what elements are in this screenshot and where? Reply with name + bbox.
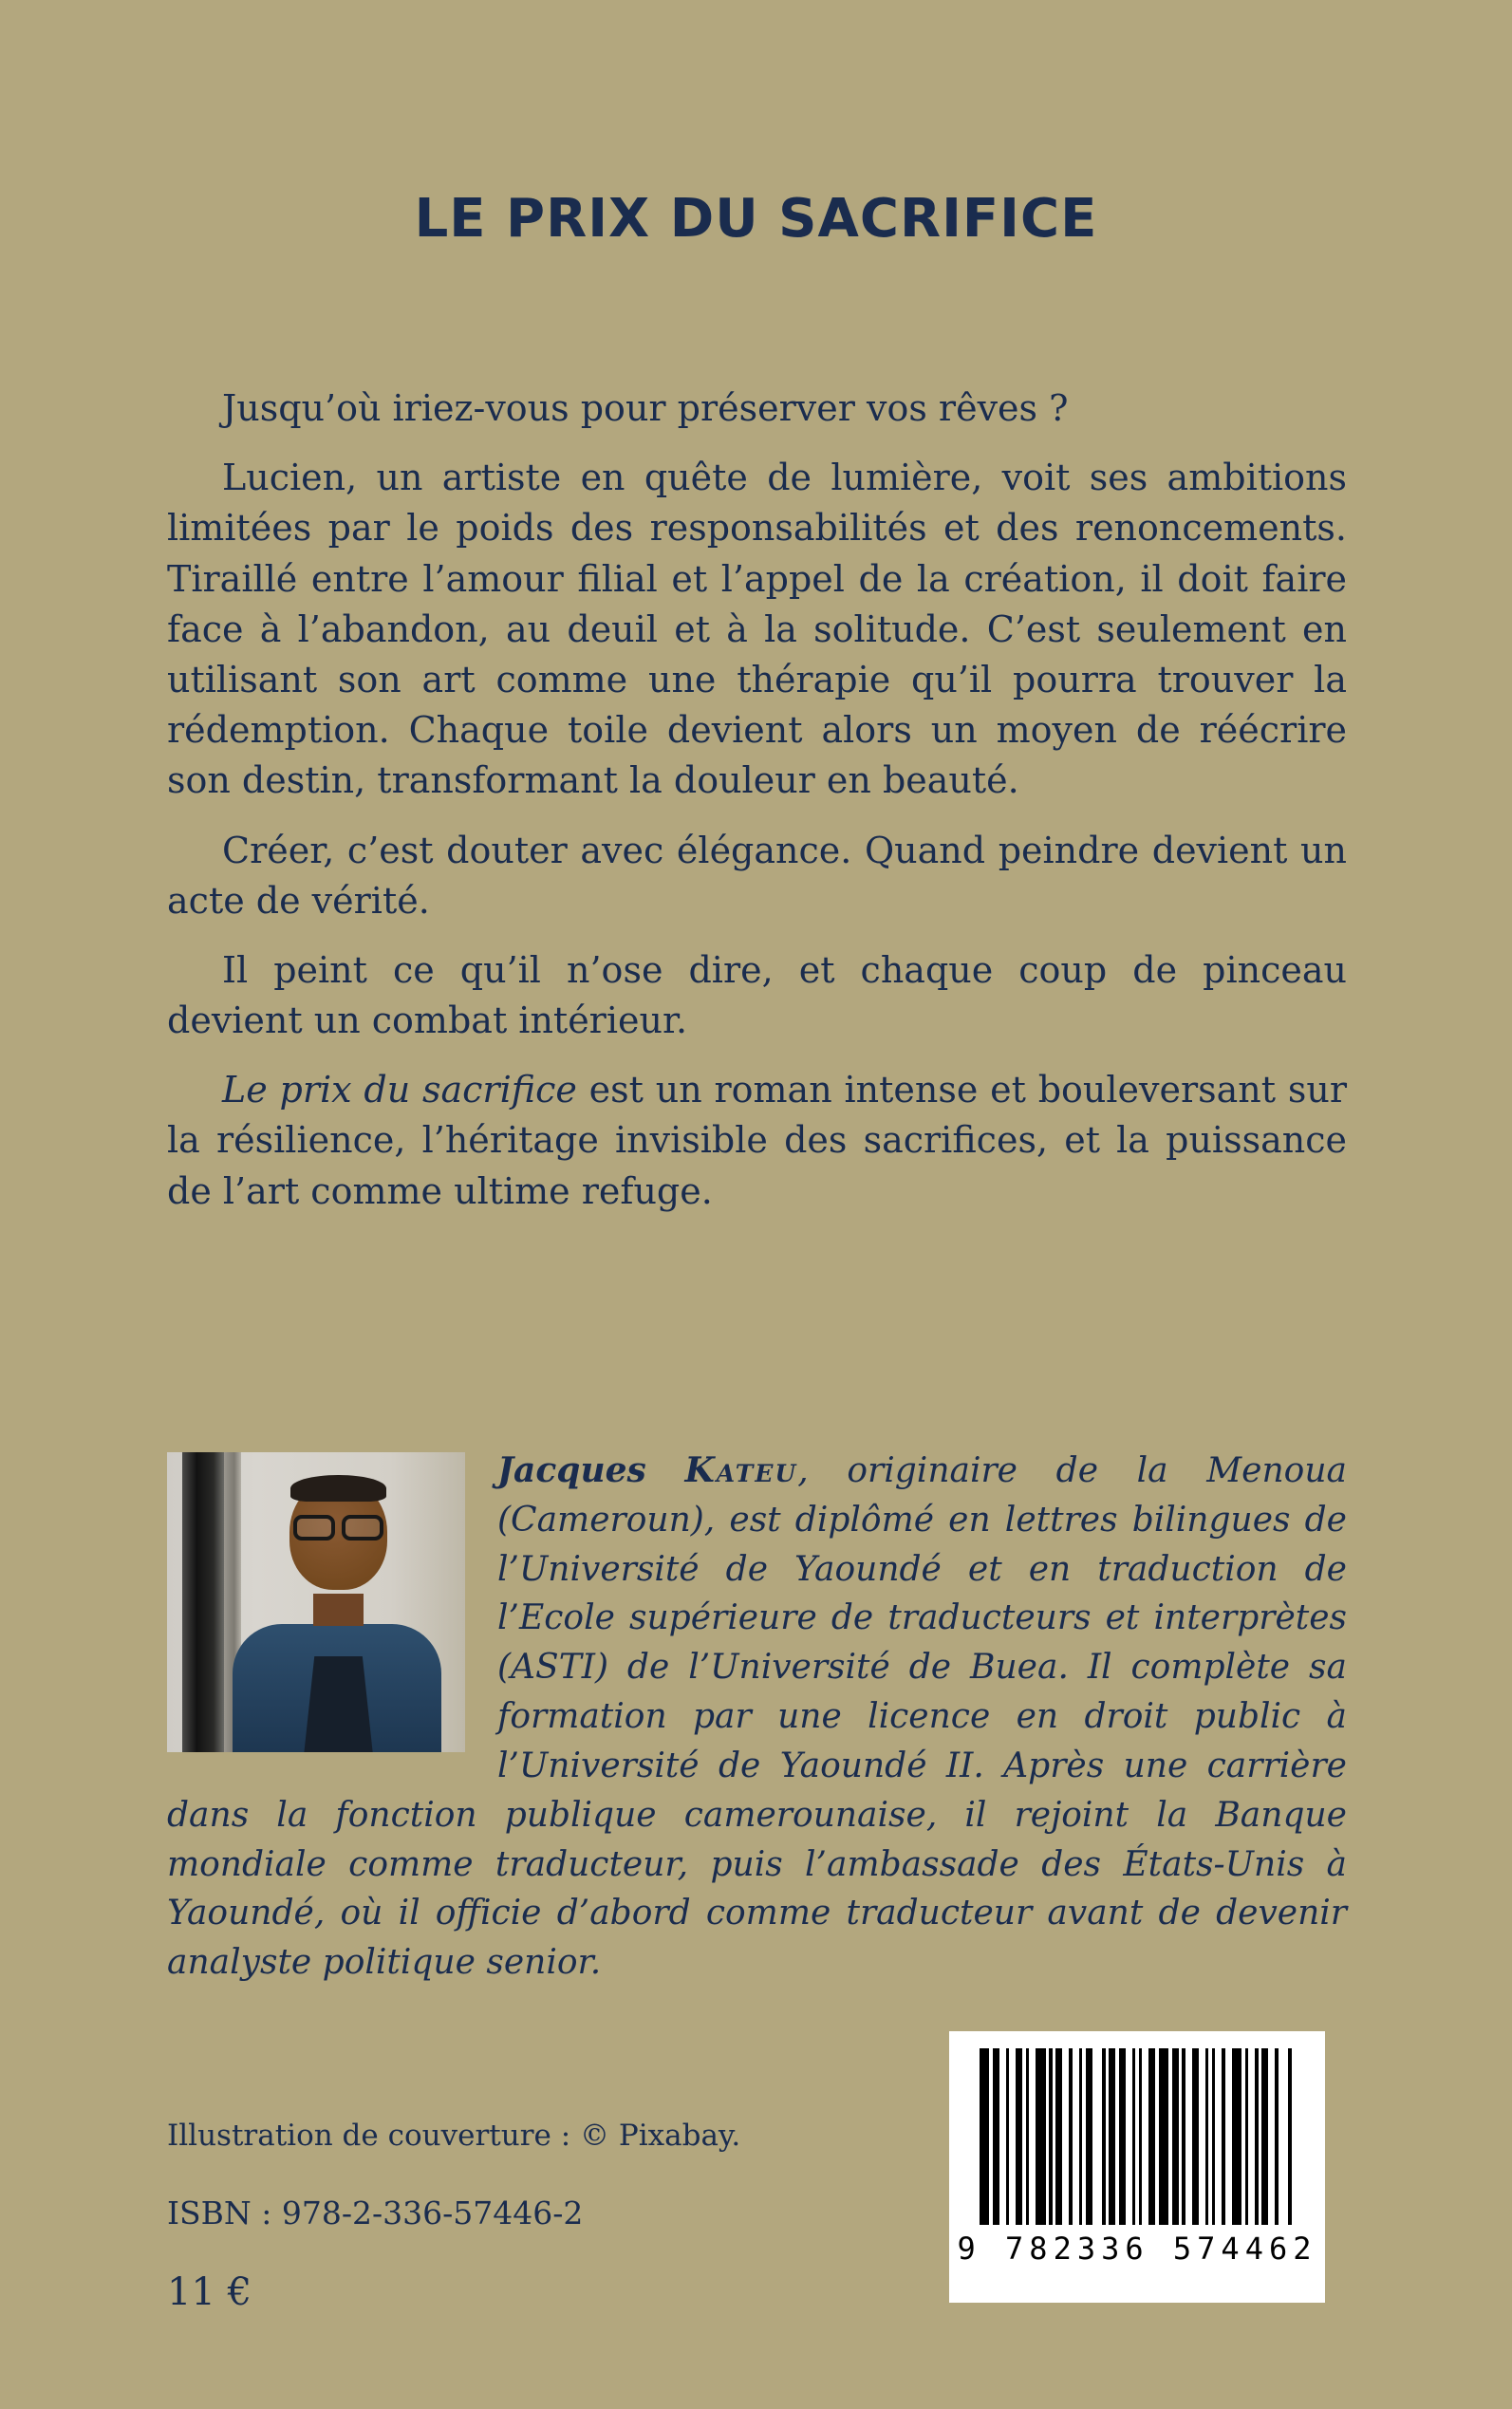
barcode — [949, 2031, 1325, 2303]
barcode-bar — [1092, 2048, 1103, 2225]
synopsis-paragraph-4-rest: est un roman intense et bouleversant sur la résilience, l’héritage invisible des sacrifices, et la puissance de l’art comme ultime refuge. — [167, 1069, 1347, 1212]
barcode-bar — [1119, 2048, 1126, 2225]
barcode-bar — [1142, 2048, 1148, 2225]
barcode-bar — [1192, 2048, 1199, 2225]
barcode-bar — [1268, 2048, 1275, 2225]
author-bio-text: , originaire de la Menoua (Cameroun), est diplômé en lettres bilingues de l’Université de Yaoundé et en traduction de l’Ecole supérieure de traducteurs et interprètes (ASTI) de l’Université de Buea. Il complète sa formation par une licence en droit public à l’Université de Yaoundé II. Après une carrière dans la fonction publique camerounaise, il rejoint la Banque mondiale comme traducteur, puis l’ambassade des États-Unis à Yaoundé, où il officie d’abord comme traducteur avant de devenir analyste politique senior. — [167, 1451, 1347, 1983]
barcode-bar — [1029, 2048, 1036, 2225]
price: 11 € — [167, 2270, 252, 2314]
synopsis-hook: Jusqu’où iriez-vous pour préserver vos rêves ? — [222, 387, 1069, 429]
barcode-bar — [1073, 2048, 1079, 2225]
book-title-reference: Le prix du sacrifice — [222, 1069, 577, 1111]
author-section — [167, 1447, 1347, 1988]
barcode-bar — [1225, 2048, 1232, 2225]
barcode-bar — [993, 2048, 999, 2225]
barcode-bar — [1279, 2048, 1289, 2225]
author-last-name: Kateu — [684, 1450, 798, 1490]
synopsis-paragraph-4 — [167, 1065, 1347, 1217]
synopsis-paragraph-3: Il peint ce qu’il n’ose dire, et chaque coup de pinceau devient un combat intérieur. — [167, 948, 1347, 1042]
barcode-bars — [980, 2048, 1296, 2225]
barcode-number: 9 782336 574462 — [957, 2231, 1317, 2267]
barcode-bar — [980, 2048, 990, 2225]
barcode-bar — [1261, 2048, 1268, 2225]
barcode-bar — [1055, 2048, 1062, 2225]
photo-person-neck — [313, 1594, 364, 1627]
barcode-bar — [1062, 2048, 1069, 2225]
synopsis-paragraph-1: Lucien, un artiste en quête de lumière, voit ses ambitions limitées par le poids des responsabilités et des renoncements. Tiraillé entre l’amour filial et l’appel de la création, il doit faire face à l’abandon, au deuil et à la solitude. C’est seulement en utilisant son art comme une thérapie qu’il pourra trouver la rédemption. Chaque toile devient alors un moyen de réécrire son destin, transformant la douleur en beauté. — [167, 457, 1347, 802]
barcode-bar — [1126, 2048, 1132, 2225]
glasses-right-lens-icon — [342, 1515, 383, 1541]
barcode-bar — [1086, 2048, 1092, 2225]
barcode-bar — [1009, 2048, 1016, 2225]
illustration-credit: Illustration de couverture : © Pixabay. — [167, 2119, 741, 2153]
page-title: LE PRIX DU SACRIFICE — [414, 188, 1098, 250]
barcode-bar — [1292, 2048, 1296, 2225]
barcode-bar — [1248, 2048, 1255, 2225]
photo-person-hair — [290, 1475, 385, 1502]
barcode-bar — [999, 2048, 1006, 2225]
barcode-bar — [1159, 2048, 1169, 2225]
photo-curtain-dark-stripe — [182, 1452, 224, 1752]
barcode-bar — [1109, 2048, 1115, 2225]
barcode-bar — [1185, 2048, 1192, 2225]
photo-person-glasses — [293, 1515, 383, 1541]
barcode-bar — [1215, 2048, 1222, 2225]
barcode-bar — [1148, 2048, 1155, 2225]
barcode-bar — [1172, 2048, 1179, 2225]
barcode-bar — [1016, 2048, 1022, 2225]
synopsis-paragraph-2: Créer, c’est douter avec élégance. Quand peindre devient un acte de vérité. — [167, 829, 1347, 922]
synopsis — [167, 383, 1347, 1236]
glasses-left-lens-icon — [293, 1515, 335, 1541]
barcode-bar — [1232, 2048, 1242, 2225]
author-photo — [167, 1452, 465, 1752]
isbn: ISBN : 978-2-336-57446-2 — [167, 2194, 584, 2232]
barcode-bar — [1199, 2048, 1205, 2225]
author-first-name: Jacques — [497, 1450, 646, 1490]
photo-person-shirt — [304, 1656, 372, 1752]
barcode-bar — [1036, 2048, 1046, 2225]
